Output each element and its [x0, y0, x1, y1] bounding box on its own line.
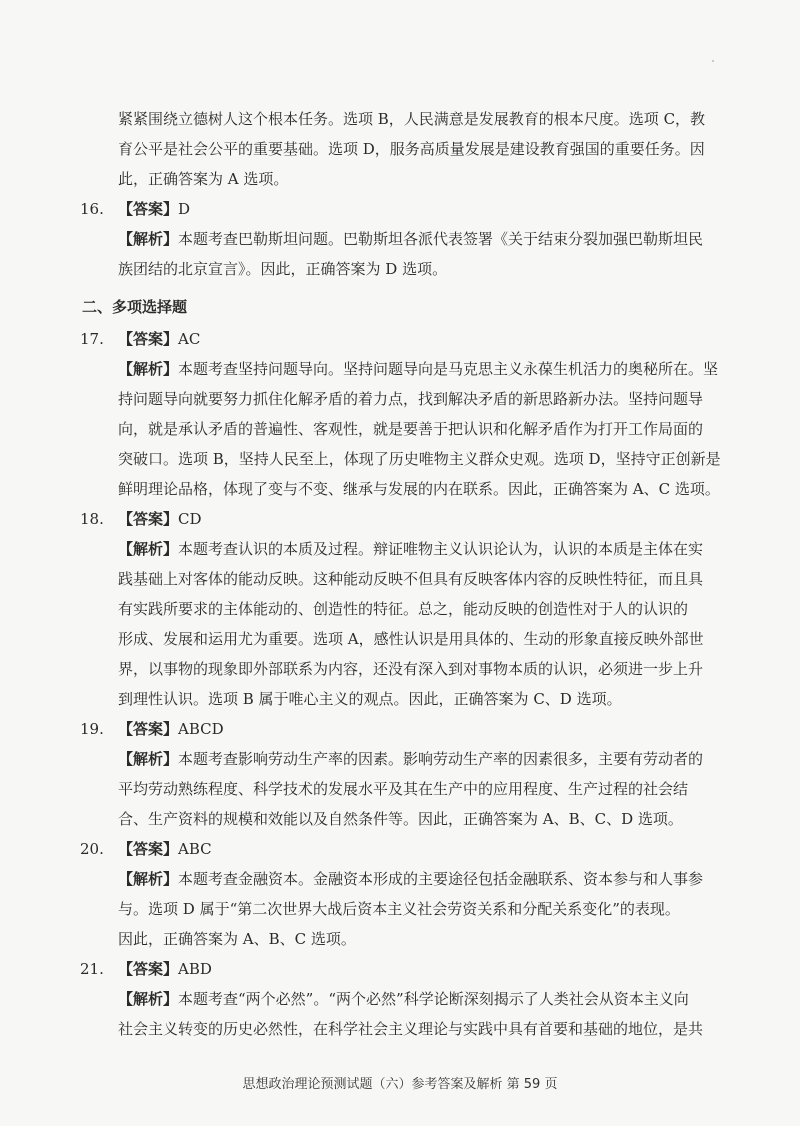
answer-value: AC: [178, 330, 201, 348]
analysis-paragraph: [82, 224, 722, 284]
answer-value: ABCD: [178, 720, 224, 738]
text-line: [118, 864, 722, 894]
analysis-tag: 【解析】: [118, 230, 179, 248]
text-line: [118, 224, 722, 254]
answer-tag: 【答案】: [118, 510, 179, 528]
text-line: 有实践所要求的主体能动的、创造性的特征。总之，能动反映的创造性对于人的认识的: [118, 600, 689, 618]
text-line: 与。选项 D 属于“第二次世界大战后资本主义社会劳资关系和分配关系变化”的表现。: [118, 900, 680, 918]
text-line: 平均劳动熟练程度、科学技术的发展水平及其在生产中的应用程度、生产过程的社会结: [118, 780, 689, 798]
analysis-text: 本题考查坚持问题导向。坚持问题导向是马克思主义永葆生机活力的奥秘所在。坚: [178, 360, 719, 378]
answer-value-wrap: [118, 834, 212, 864]
text-line: 合、生产资料的规模和效能以及自然条件等。因此，正确答案为 A、B、C、D 选项。: [118, 810, 683, 828]
text-line: [118, 534, 722, 564]
text-line: 族团结的北京宣言》。因此，正确答案为 D 选项。: [118, 260, 448, 278]
analysis-text: 本题考查认识的本质及过程。辩证唯物主义认识论认为，认识的本质是主体在实: [178, 540, 704, 558]
answer-line: [82, 834, 722, 864]
section-title: 二、多项选择题: [82, 298, 188, 316]
text-line: 践基础上对客体的能动反映。这种能动反映不但具有反映客体内容的反映性特征，而且具: [118, 570, 704, 588]
answer-tag: 【答案】: [118, 330, 179, 348]
answer-line: [82, 504, 722, 534]
answer-line: [82, 324, 722, 354]
text-line: 育公平是社会公平的重要基础。选项 D，服务高质量发展是建设教育强国的重要任务。因: [118, 140, 705, 158]
answer-value-wrap: [118, 324, 200, 354]
text-line: 因此，正确答案为 A、B、C 选项。: [118, 930, 356, 948]
question-number: 21.: [80, 960, 104, 978]
text-line: 持问题导向就要努力抓住化解矛盾的着力点，找到解决矛盾的新思路新办法。坚持问题导: [118, 390, 704, 408]
answer-value-wrap: [118, 194, 190, 224]
question-number: 16.: [80, 200, 104, 218]
text-line: [118, 354, 722, 384]
analysis-text: 本题考查影响劳动生产率的因素。影响劳动生产率的因素很多，主要有劳动者的: [178, 750, 704, 768]
question-16: [82, 194, 722, 284]
analysis-tag: 【解析】: [118, 540, 179, 558]
intro-paragraph: [82, 104, 722, 194]
text-line: 此，正确答案为 A 选项。: [118, 170, 289, 188]
question-number: 19.: [80, 720, 104, 738]
text-line: [118, 744, 722, 774]
question-number: 18.: [80, 510, 104, 528]
text-line: 到理性认识。选项 B 属于唯心主义的观点。因此，正确答案为 C、D 选项。: [118, 690, 622, 708]
analysis-paragraph: [82, 744, 722, 834]
text-line: 形成、发展和运用尤为重要。选项 A，感性认识是用具体的、生动的形象直接反映外部世: [118, 630, 704, 648]
answer-line: [82, 714, 722, 744]
text-line: 鲜明理论品格，体现了变与不变、继承与发展的内在联系。因此，正确答案为 A、C 选项。: [118, 480, 720, 498]
analysis-text: 本题考查巴勒斯坦问题。巴勒斯坦各派代表签署《关于结束分裂加强巴勒斯坦民: [178, 230, 704, 248]
answer-value: ABC: [178, 840, 212, 858]
analysis-paragraph: [82, 534, 722, 714]
answer-line: [82, 194, 722, 224]
analysis-tag: 【解析】: [118, 360, 179, 378]
answer-value: CD: [178, 510, 202, 528]
question-19: [82, 714, 722, 834]
answer-tag: 【答案】: [118, 960, 179, 978]
scan-speck: [712, 60, 714, 62]
answer-tag: 【答案】: [118, 720, 179, 738]
question-18: [82, 504, 722, 714]
analysis-text: 本题考查“两个必然”。“两个必然”科学论断深刻揭示了人类社会从资本主义向: [178, 990, 689, 1008]
question-number: 17.: [80, 330, 104, 348]
answer-value-wrap: [118, 504, 202, 534]
analysis-paragraph: [82, 354, 722, 504]
answer-tag: 【答案】: [118, 200, 179, 218]
answer-line: [82, 954, 722, 984]
analysis-paragraph: [82, 984, 722, 1044]
text-line: 社会主义转变的历史必然性，在科学社会主义理论与实践中具有首要和基础的地位，是共: [118, 1020, 704, 1038]
answer-value-wrap: [118, 954, 212, 984]
analysis-text: 本题考查金融资本。金融资本形成的主要途径包括金融联系、资本参与和人事参: [178, 870, 704, 888]
question-20: [82, 834, 722, 954]
answer-value-wrap: [118, 714, 224, 744]
analysis-tag: 【解析】: [118, 750, 179, 768]
page-content: [82, 104, 722, 1044]
page-footer: 思想政治理论预测试题（六）参考答案及解析 第 59 页: [242, 1077, 558, 1092]
question-17: [82, 324, 722, 504]
text-line: [118, 984, 722, 1014]
answer-tag: 【答案】: [118, 840, 179, 858]
answer-value: ABD: [178, 960, 212, 978]
analysis-paragraph: [82, 864, 722, 954]
answer-value: D: [178, 200, 191, 218]
analysis-tag: 【解析】: [118, 870, 179, 888]
question-21: [82, 954, 722, 1044]
text-line: 界，以事物的现象即外部联系为内容，还没有深入到对事物本质的认识，必须进一步上升: [118, 660, 704, 678]
text-line: 突破口。选项 B，坚持人民至上，体现了历史唯物主义群众史观。选项 D，坚持守正创新是: [118, 450, 721, 468]
analysis-tag: 【解析】: [118, 990, 179, 1008]
question-number: 20.: [80, 840, 104, 858]
text-line: 紧紧围绕立德树人这个根本任务。选项 B，人民满意是发展教育的根本尺度。选项 C，教: [118, 110, 706, 128]
text-line: 向，就是承认矛盾的普遍性、客观性，就是要善于把认识和化解矛盾作为打开工作局面的: [118, 420, 704, 438]
